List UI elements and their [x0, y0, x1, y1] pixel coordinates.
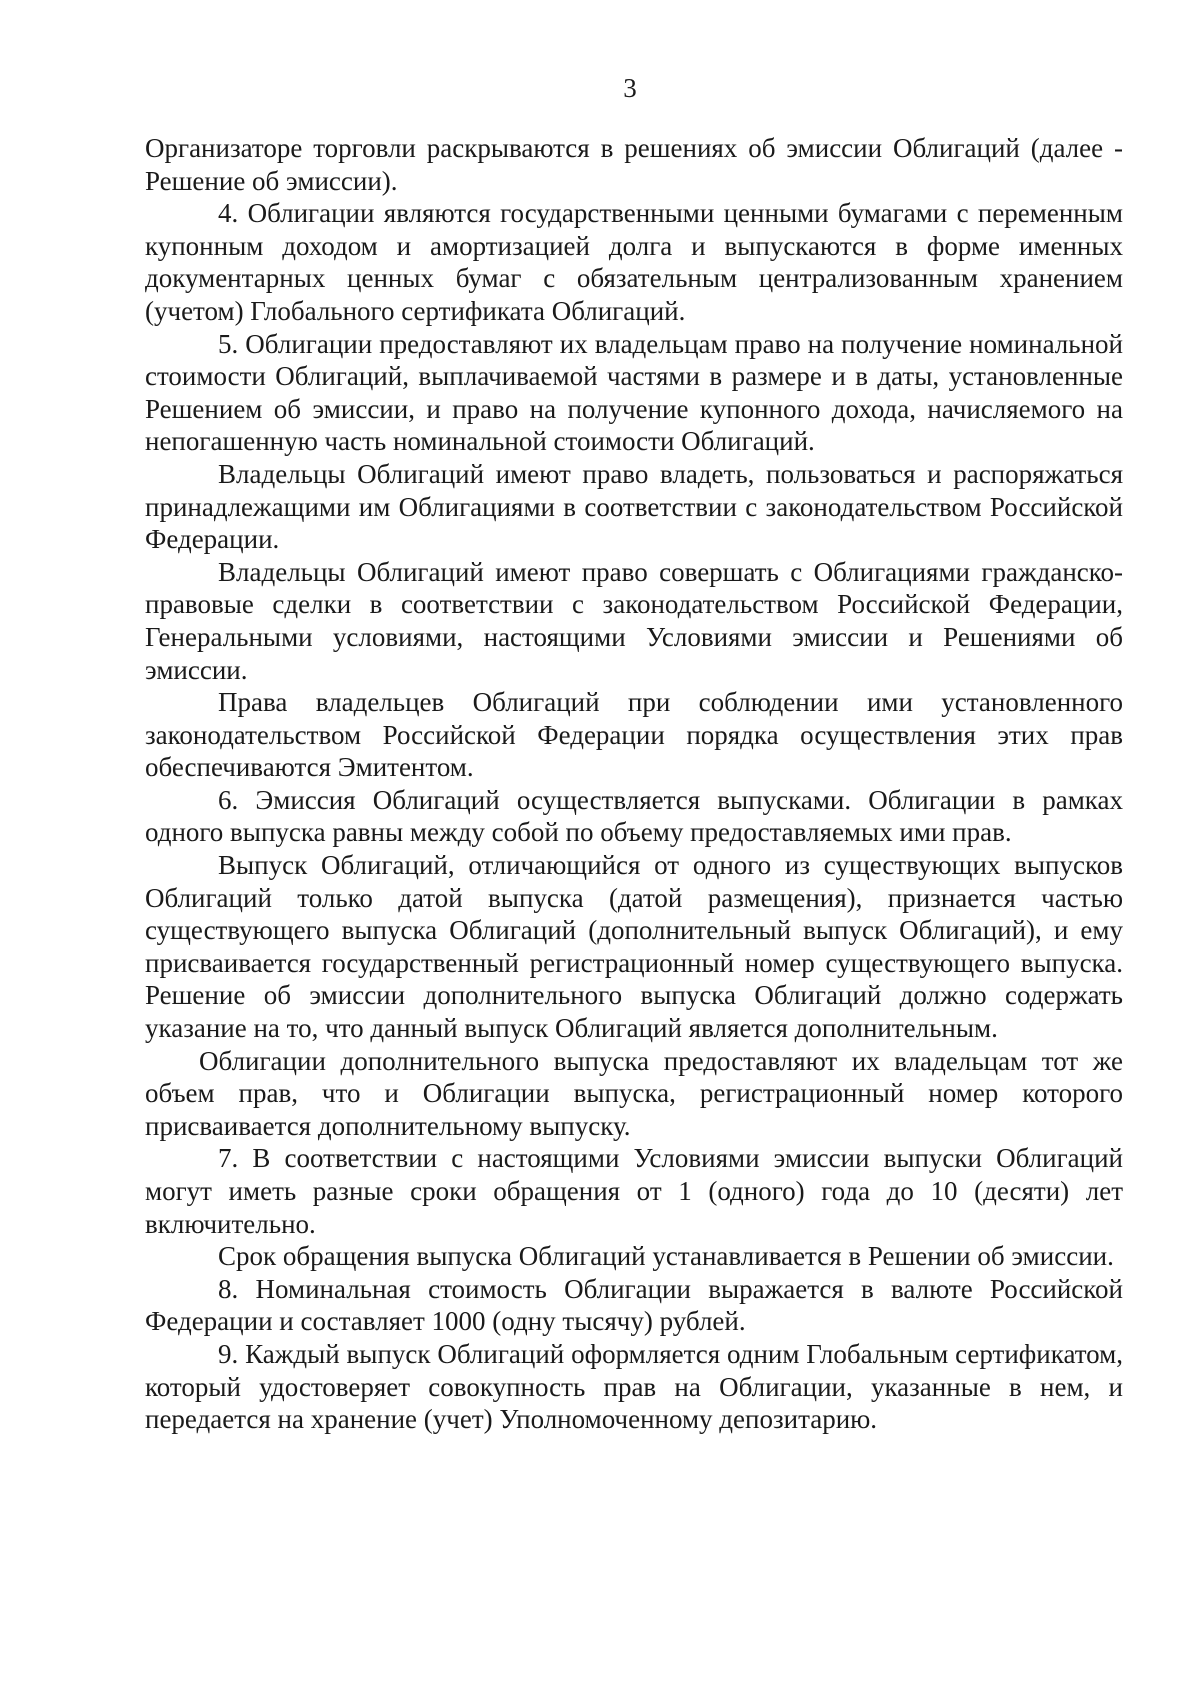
paragraph-item-6: 6. Эмиссия Облигаций осуществляется выпусками. Облигации в рамках одного выпуска равны между собой по объему предоставляемых ими прав. — [145, 784, 1123, 848]
paragraph-item-4: 4. Облигации являются государственными ценными бумагами с переменным купонным доходом и амортизацией долга и выпускаются в форме именных документарных ценных бумаг с обязательным централизованным хранением (учетом) Глобального сертификата Облигаций. — [145, 198, 1123, 326]
paragraph-continuation: Организаторе торговли раскрываются в решениях об эмиссии Облигаций (далее - Решение об эмиссии). — [145, 133, 1123, 196]
paragraph-circulation-term: Срок обращения выпуска Облигаций устанавливается в Решении об эмиссии. — [218, 1241, 1114, 1272]
paragraph-additional-issue-rights: Облигации дополнительного выпуска предоставляют их владельцам тот же объем прав, что и Облигации выпуска, регистрационный номер которого присваивается дополнительному выпуску. — [145, 1045, 1123, 1141]
document-body — [145, 132, 1123, 1436]
paragraph-item-7: 7. В соответствии с настоящими Условиями эмиссии выпуски Облигаций могут иметь разные сроки обращения от 1 (одного) года до 10 (десяти) лет включительно. — [145, 1143, 1123, 1239]
paragraph-rights-ensured: Права владельцев Облигаций при соблюдении ими установленного законодательством Российской Федерации порядка осуществления этих прав обеспечиваются Эмитентом. — [145, 687, 1123, 783]
paragraph-owners-rights: Владельцы Облигаций имеют право владеть, пользоваться и распоряжаться принадлежащими им Облигациями в соответствии с законодательством Российской Федерации. — [145, 458, 1123, 555]
paragraph-additional-issue: Выпуск Облигаций, отличающийся от одного из существующих выпусков Облигаций только датой выпуска (датой размещения), признается частью существующего выпуска Облигаций (дополнительный выпуск Облигаций), и ему присваивается государственный регистрационный номер существующего выпуска. Решение об эмиссии дополнительного выпуска Облигаций должно содержать указание на то, что данный выпуск Облигаций является дополнительным. — [145, 850, 1123, 1044]
paragraph-item-9: 9. Каждый выпуск Облигаций оформляется одним Глобальным сертификатом, который удостоверяет совокупность прав на Облигации, указанные в нем, и передается на хранение (учет) Уполномоченному депозитарию. — [145, 1338, 1123, 1435]
page-number: 3 — [623, 73, 637, 103]
paragraph-item-5: 5. Облигации предоставляют их владельцам право на получение номинальной стоимости Облигаций, выплачиваемой частями в размере и в даты, установленные Решением об эмиссии, и право на получение купонного дохода, начисляемого на непогашенную часть номинальной стоимости Облигаций. — [145, 328, 1123, 457]
paragraph-item-8: 8. Номинальная стоимость Облигации выражается в валюте Российской Федерации и составляет 1000 (одну тысячу) рублей. — [145, 1273, 1123, 1337]
paragraph-owners-transactions: Владельцы Облигаций имеют право совершать с Облигациями гражданско-правовые сделки в соответствии с законодательством Российской Федерации, Генеральными условиями, настоящими Условиями эмиссии и Решениями об эмиссии. — [145, 556, 1123, 685]
